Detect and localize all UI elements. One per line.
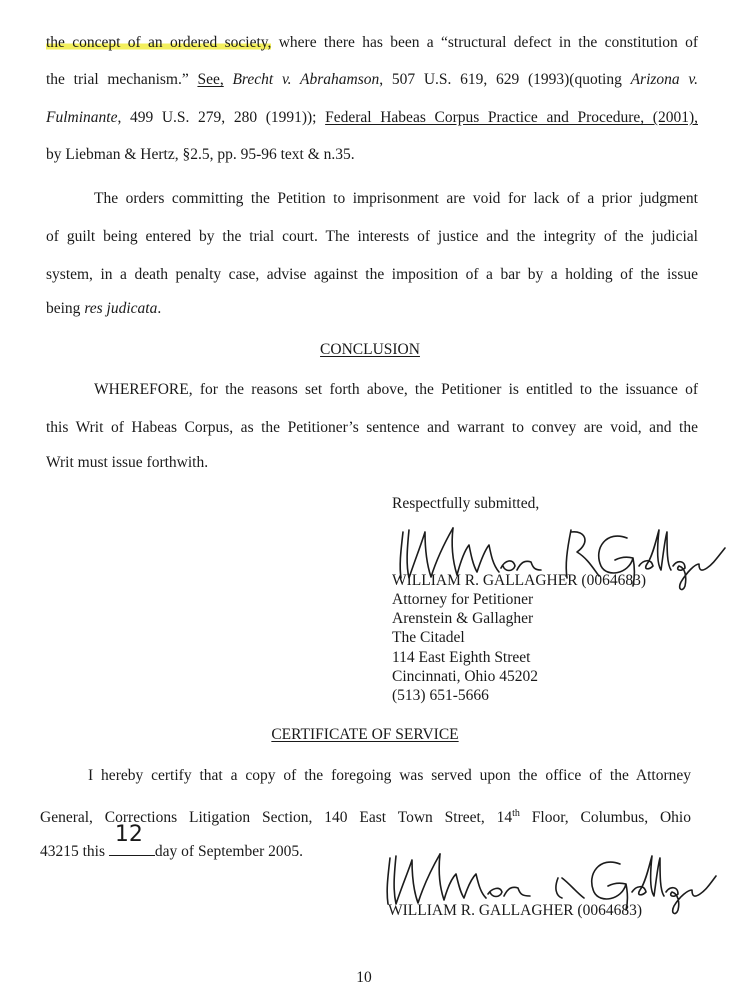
para1-line3: Fulminante, 499 U.S. 279, 280 (1991)); Federal Habeas Corpus Practice and Procedure, (2001),	[46, 109, 698, 126]
para1-line4: by Liebman & Hertz, §2.5, pp. 95-96 text & n.35.	[46, 146, 355, 163]
conclusion-line3: Writ must issue forthwith.	[46, 454, 209, 471]
highlighted-text: the concept of an ordered society,	[46, 34, 272, 51]
attorney-name: WILLIAM R. GALLAGHER (0064683)	[392, 572, 646, 589]
conclusion-line1: WHEREFORE, for the reasons set forth above, the Petitioner is entitled to the issuance of	[94, 381, 698, 398]
address-line: The Citadel	[392, 629, 465, 646]
closing: Respectfully submitted,	[392, 495, 540, 512]
address-line: Arenstein & Gallagher	[392, 610, 534, 627]
case-citation: Fulminante	[46, 109, 118, 126]
handwritten-day: 12	[114, 822, 143, 847]
address-line: 114 East Eighth Street	[392, 649, 531, 666]
certificate-line1: I hereby certify that a copy of the foregoing was served upon the office of the Attorney	[88, 767, 691, 784]
para2-line1: The orders committing the Petition to imprisonment are void for lack of a prior judgment	[94, 190, 698, 207]
book-citation: Federal Habeas Corpus Practice and Procedure, (2001),	[325, 109, 698, 126]
conclusion-heading: CONCLUSION	[320, 341, 420, 358]
case-citation: Arizona v.	[630, 71, 698, 88]
address-line: Attorney for Petitioner	[392, 591, 534, 608]
page-number: 10	[356, 969, 372, 986]
see-signal: See,	[197, 71, 224, 88]
res-judicata: res judicata	[84, 300, 158, 317]
para1-line2: the trial mechanism.” See, Brecht v. Abrahamson, 507 U.S. 619, 629 (1993)(quoting Arizona v.	[46, 71, 698, 88]
para1-line1: the concept of an ordered society, where there has been a “structural defect in the constitution of	[46, 34, 698, 51]
certificate-line2: General, Corrections Litigation Section, 140 East Town Street, 14th Floor, Columbus, Ohio	[40, 808, 691, 827]
certificate-attorney-name: WILLIAM R. GALLAGHER (0064683)	[388, 902, 642, 919]
conclusion-line2: this Writ of Habeas Corpus, as the Petitioner’s sentence and warrant to convey are void, and the	[46, 419, 698, 436]
day-blank	[109, 822, 155, 856]
case-citation: Brecht v. Abrahamson	[232, 71, 380, 88]
certificate-heading: CERTIFICATE OF SERVICE	[271, 726, 459, 743]
para2-line4: being res judicata.	[46, 300, 162, 317]
address-line: (513) 651-5666	[392, 687, 489, 704]
para2-line3: system, in a death penalty case, advise against the imposition of a bar by a holding of the issue	[46, 266, 698, 283]
para2-line2: of guilt being entered by the trial court. The interests of justice and the integrity of the judicial	[46, 228, 698, 245]
certificate-line3: 43215 this 12 day of September 2005.	[40, 822, 303, 860]
address-line: Cincinnati, Ohio 45202	[392, 668, 538, 685]
